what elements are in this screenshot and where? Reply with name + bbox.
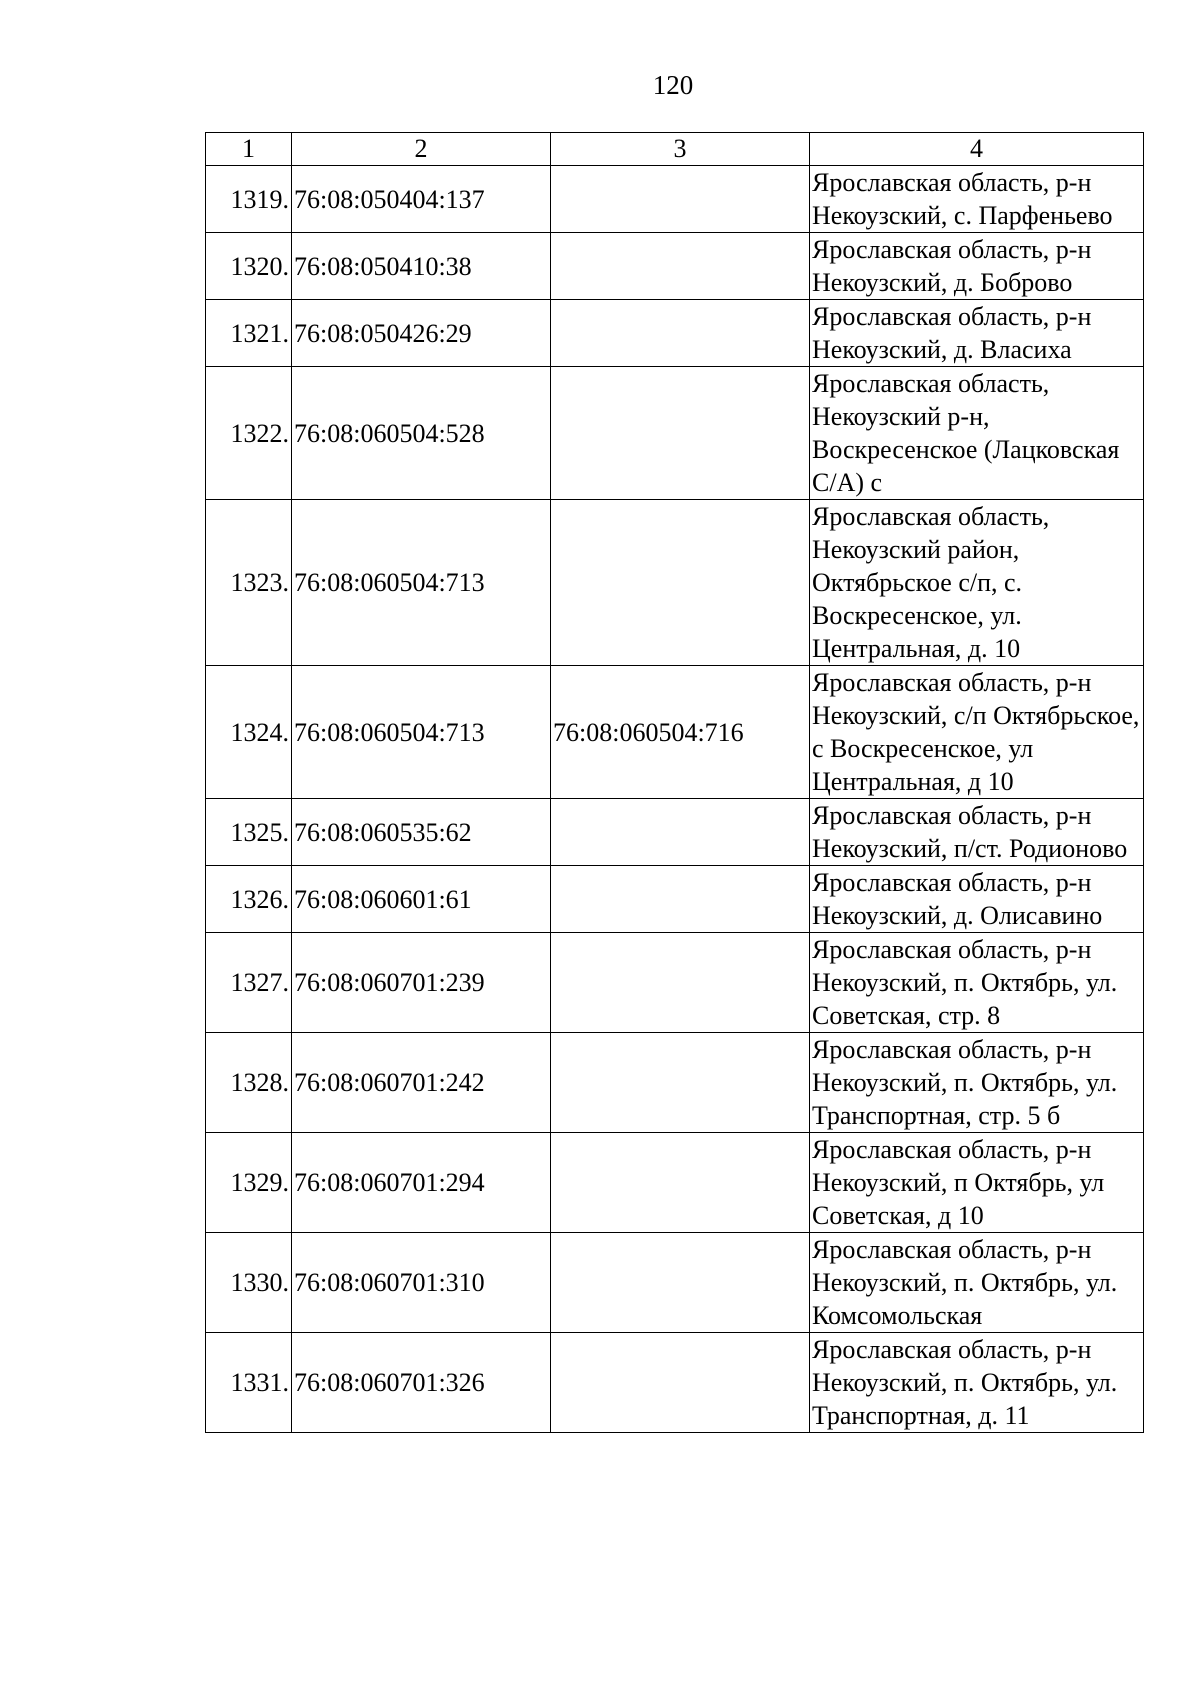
registry-table — [205, 132, 1144, 1433]
table-row — [206, 1133, 1144, 1233]
related-cadastral-number — [551, 799, 810, 866]
cadastral-number: 76:08:060701:310 — [292, 1233, 551, 1333]
related-cadastral-number — [551, 367, 810, 500]
address: Ярославская область, р-н Некоузский, п. Октябрь, ул. Транспортная, д. 11 — [810, 1333, 1144, 1433]
cadastral-number: 76:08:060601:61 — [292, 866, 551, 933]
address: Ярославская область, р-н Некоузский, д. Власиха — [810, 300, 1144, 367]
address: Ярославская область, р-н Некоузский, п. Октябрь, ул. Советская, стр. 8 — [810, 933, 1144, 1033]
address: Ярославская область, р-н Некоузский, с. Парфеньево — [810, 166, 1144, 233]
related-cadastral-number — [551, 866, 810, 933]
row-number: 1331. — [206, 1333, 292, 1433]
table-row — [206, 799, 1144, 866]
cadastral-number: 76:08:060504:713 — [292, 666, 551, 799]
page-number: 120 — [652, 70, 694, 100]
table-row — [206, 1033, 1144, 1133]
address: Ярославская область, р-н Некоузский, д. Боброво — [810, 233, 1144, 300]
table-row — [206, 166, 1144, 233]
related-cadastral-number — [551, 233, 810, 300]
column-header-1: 1 — [206, 133, 292, 166]
related-cadastral-number — [551, 300, 810, 367]
table-row — [206, 933, 1144, 1033]
column-header-2: 2 — [292, 133, 551, 166]
table-row — [206, 666, 1144, 799]
table-header-row — [206, 133, 1144, 166]
cadastral-number: 76:08:060504:713 — [292, 500, 551, 666]
related-cadastral-number — [551, 933, 810, 1033]
row-number: 1320. — [206, 233, 292, 300]
table-row — [206, 300, 1144, 367]
cadastral-number: 76:08:060701:242 — [292, 1033, 551, 1133]
row-number: 1322. — [206, 367, 292, 500]
cadastral-number: 76:08:060535:62 — [292, 799, 551, 866]
related-cadastral-number: 76:08:060504:716 — [551, 666, 810, 799]
row-number: 1328. — [206, 1033, 292, 1133]
cadastral-number: 76:08:060701:239 — [292, 933, 551, 1033]
cadastral-number: 76:08:060504:528 — [292, 367, 551, 500]
related-cadastral-number — [551, 1133, 810, 1233]
table-row — [206, 1233, 1144, 1333]
table-row — [206, 367, 1144, 500]
address: Ярославская область, р-н Некоузский, п/ст. Родионово — [810, 799, 1144, 866]
table-row — [206, 866, 1144, 933]
address: Ярославская область, р-н Некоузский, п. Октябрь, ул. Транспортная, стр. 5 б — [810, 1033, 1144, 1133]
row-number: 1325. — [206, 799, 292, 866]
table-row — [206, 1333, 1144, 1433]
table-row — [206, 500, 1144, 666]
related-cadastral-number — [551, 166, 810, 233]
cadastral-number: 76:08:050426:29 — [292, 300, 551, 367]
column-header-3: 3 — [551, 133, 810, 166]
row-number: 1324. — [206, 666, 292, 799]
row-number: 1319. — [206, 166, 292, 233]
address: Ярославская область, р-н Некоузский, п. Октябрь, ул. Комсомольская — [810, 1233, 1144, 1333]
row-number: 1323. — [206, 500, 292, 666]
row-number: 1321. — [206, 300, 292, 367]
table-row — [206, 233, 1144, 300]
row-number: 1327. — [206, 933, 292, 1033]
cadastral-number: 76:08:060701:326 — [292, 1333, 551, 1433]
cadastral-number: 76:08:050410:38 — [292, 233, 551, 300]
related-cadastral-number — [551, 500, 810, 666]
related-cadastral-number — [551, 1033, 810, 1133]
cadastral-number: 76:08:050404:137 — [292, 166, 551, 233]
address: Ярославская область, р-н Некоузский, с/п Октябрьское, с Воскресенское, ул Центральная, д 10 — [810, 666, 1144, 799]
related-cadastral-number — [551, 1333, 810, 1433]
address: Ярославская область, Некоузский район, Октябрьское с/п, с. Воскресенское, ул. Центральная, д. 10 — [810, 500, 1144, 666]
row-number: 1326. — [206, 866, 292, 933]
row-number: 1329. — [206, 1133, 292, 1233]
related-cadastral-number — [551, 1233, 810, 1333]
address: Ярославская область, р-н Некоузский, п Октябрь, ул Советская, д 10 — [810, 1133, 1144, 1233]
address: Ярославская область, р-н Некоузский, д. Олисавино — [810, 866, 1144, 933]
column-header-4: 4 — [810, 133, 1144, 166]
address: Ярославская область, Некоузский р-н, Воскресенское (Лацковская С/А) с — [810, 367, 1144, 500]
row-number: 1330. — [206, 1233, 292, 1333]
cadastral-number: 76:08:060701:294 — [292, 1133, 551, 1233]
